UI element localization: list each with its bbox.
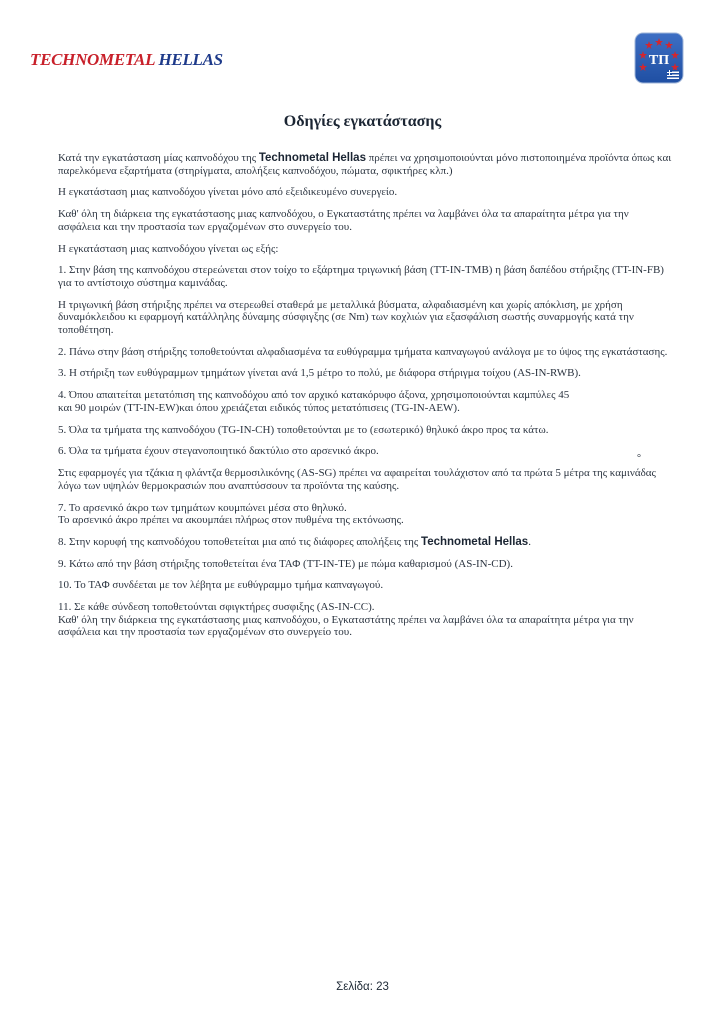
paragraph-certified-crew: Η εγκατάσταση μιας καπνοδόχου γίνεται μόνο από εξειδικευμένο συνεργείο. (58, 186, 398, 199)
instructions-body (58, 152, 672, 648)
step-1: 1. Στην βάση της καπνοδόχου στερεώνεται στον τοίχο το εξάρτημα τριγωνική βάση (TT-IN-TMB) η βάση δαπέδου στήριξης (TT-IN-FB) για το αντίστοιχο σύστημα καμινάδας. (58, 264, 664, 289)
paragraph-fireplace: Στις εφαρμογές για τζάκια η φλάντζα θερμοσιλικόνης (AS-SG) πρέπει να αφαιρείται τουλάχιστον από τα πρώτα 5 μέτρα της καμινάδας λόγω των υψηλών θερμοκρασιών που αναπτύσσουν τα προϊόντα της καύσης. (58, 467, 656, 492)
step-8: 8. Στην κορυφή της καπνοδόχου τοποθετείται μια από τις διάφορες απολήξεις της Technometal Hellas. (58, 535, 531, 548)
brand-name: Technometal Hellas (421, 535, 529, 548)
page-header (0, 0, 725, 95)
step-2: 2. Πάνω στην βάση στήριξης τοποθετούνται αλφαδιασμένα τα ευθύγραμμα τμήματα καπναγωγού ανάλογα με το ύψος της εγκατάστασης. (58, 345, 668, 358)
degree-symbol: ° (637, 453, 641, 464)
svg-text:ΤΠ: ΤΠ (648, 53, 670, 68)
certification-badge-icon (634, 32, 684, 84)
brand-name: Technometal Hellas (258, 152, 366, 164)
intro-paragraph: Κατά την εγκατάσταση μίας καπνοδόχου της Technometal Hellas πρέπει να χρησιμοποιούνται μόνο πιστοποιημένα προϊόντα όπως και παρελκόμενα εξαρτήματα (στηρίγματα, απολήξεις καπνοδόχου, πώματα, σφικτήρες κλπ.) (58, 152, 672, 177)
step-5: 5. Όλα τα τμήματα της καπνοδόχου (TG-IN-CH) τοποθετούνται με το (εσωτερικό) θηλυκό άκρο προς τα κάτω. (58, 423, 549, 436)
step-10: 10. Το ΤΑΦ συνδέεται με τον λέβητα με ευθύγραμμο τμήμα καπναγωγού. (58, 579, 384, 592)
logo-hellas: HELLAS (158, 50, 223, 69)
company-logo (30, 50, 223, 70)
step-3: 3. Η στήριξη των ευθύγραμμων τμημάτων γίνεται ανά 1,5 μέτρο το πολύ, με διάφορα στήριγμα τοίχου (AS-IN-RWB). (58, 367, 581, 380)
step-4: 4. Όπου απαιτείται μετατόπιση της καπνοδόχου από τον αρχικό κατακόρυφο άξονα, χρησιμοποιούνται καμπύλες 45 και 90 μοιρών (TT-IN-EW)και όπου χρειάζεται ειδικός τύπος μετατόπισεις (TG-IN-AEW). (58, 389, 570, 414)
paragraph-triangular-base: Η τριγωνική βάση στήριξης πρέπει να στερεωθεί σταθερά με μεταλλικά βύσματα, αλφαδιασμένη και χωρίς απόκλιση, με χρήση δυναμόκλειδου κι εφαρμογή κατάλληλης δύναμης σύσφιγξης (σε Nm) των κοχλιών για εξασφάλιση σωστής συναρμογής κατά την τοποθέτηση. (58, 298, 634, 336)
step-9: 9. Κάτω από την βάση στήριξης τοποθετείται ένα ΤΑΦ (TT-IN-TE) με πώμα καθαρισμού (AS-IN-CD). (58, 557, 513, 570)
step-6: 6. Όλα τα τμήματα έχουν στεγανοποιητικό δακτύλιο στο αρσενικό άκρο. (58, 445, 379, 458)
step-11: 11. Σε κάθε σύνδεση τοποθετούνται σφιγκτήρες συσφιξης (AS-IN-CC). Καθ' όλη την διάρκεια της εγκατάστασης μιας καπνοδόχου, ο Εγκαταστάτης πρέπει να λαμβάνει όλα τα απαραίτητα μέτρα για την ασφάλεια και την προστασία των εργαζομένων στο συνεργείο του. (58, 601, 634, 639)
logo-technometal: TECHNOMETAL (30, 50, 155, 69)
paragraph-procedure-intro: Η εγκατάσταση μιας καπνοδόχου γίνεται ως εξής: (58, 242, 279, 255)
page-number: Σελίδα: 23 (336, 981, 389, 993)
paragraph-safety: Καθ' όλη τη διάρκεια της εγκατάστασης μιας καπνοδόχου, ο Εγκαταστάτης πρέπει να λαμβάνει όλα τα απαραίτητα μέτρα για την ασφάλεια και την προστασία των εργαζομένων στο συνεργείο του. (58, 208, 629, 233)
page-title: Οδηγίες εγκατάστασης (283, 113, 442, 130)
step-7: 7. Το αρσενικό άκρο των τμημάτων κουμπώνει μέσα στο θηλυκό. Το αρσενικό άκρο πρέπει να ακουμπάει πλήρως στον πυθμένα της εκτόνωσης. (58, 501, 404, 527)
